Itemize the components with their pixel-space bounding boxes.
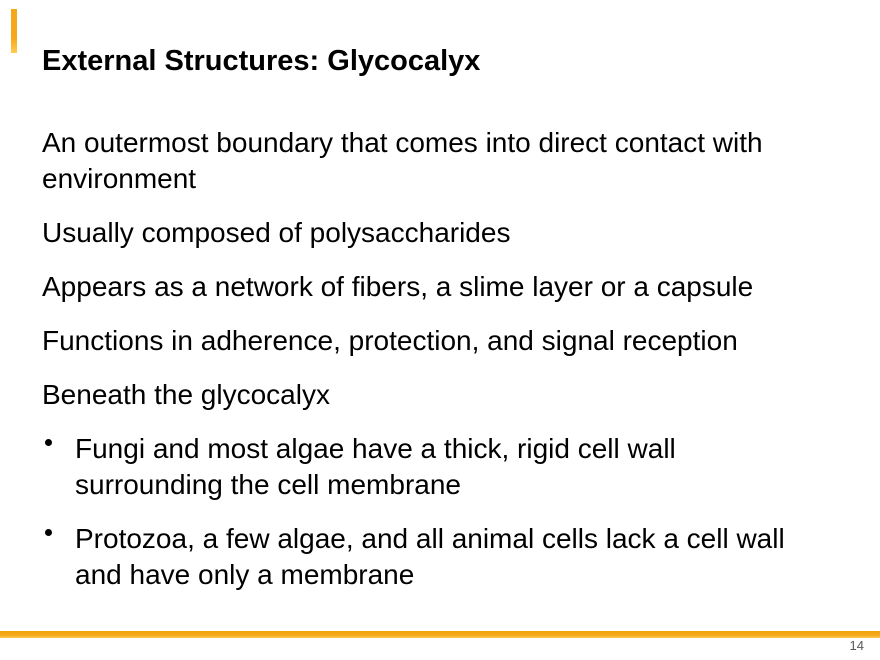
page-number: 14 — [849, 638, 864, 653]
bottom-accent-bar — [0, 631, 880, 638]
body-paragraph: An outermost boundary that comes into direct contact with environment — [42, 127, 763, 194]
body-paragraph: Usually composed of polysaccharides — [42, 217, 511, 248]
bullet-list — [42, 431, 814, 593]
top-left-accent-bar — [11, 9, 17, 53]
bullet-item-text: Fungi and most algae have a thick, rigid cell wall surrounding the cell membrane — [75, 433, 676, 500]
slide-body — [42, 125, 814, 611]
bullet-item — [42, 431, 814, 503]
body-paragraph: Appears as a network of fibers, a slime layer or a capsule — [42, 271, 754, 302]
bullet-item-text: Protozoa, a few algae, and all animal cells lack a cell wall and have only a membrane — [75, 523, 785, 590]
bullet-icon — [45, 439, 52, 446]
slide-title: External Structures: Glycocalyx — [42, 45, 481, 77]
bullet-item — [42, 521, 814, 593]
body-paragraph: Beneath the glycocalyx — [42, 379, 330, 410]
bullet-icon — [45, 529, 52, 536]
body-paragraph: Functions in adherence, protection, and signal reception — [42, 325, 738, 356]
